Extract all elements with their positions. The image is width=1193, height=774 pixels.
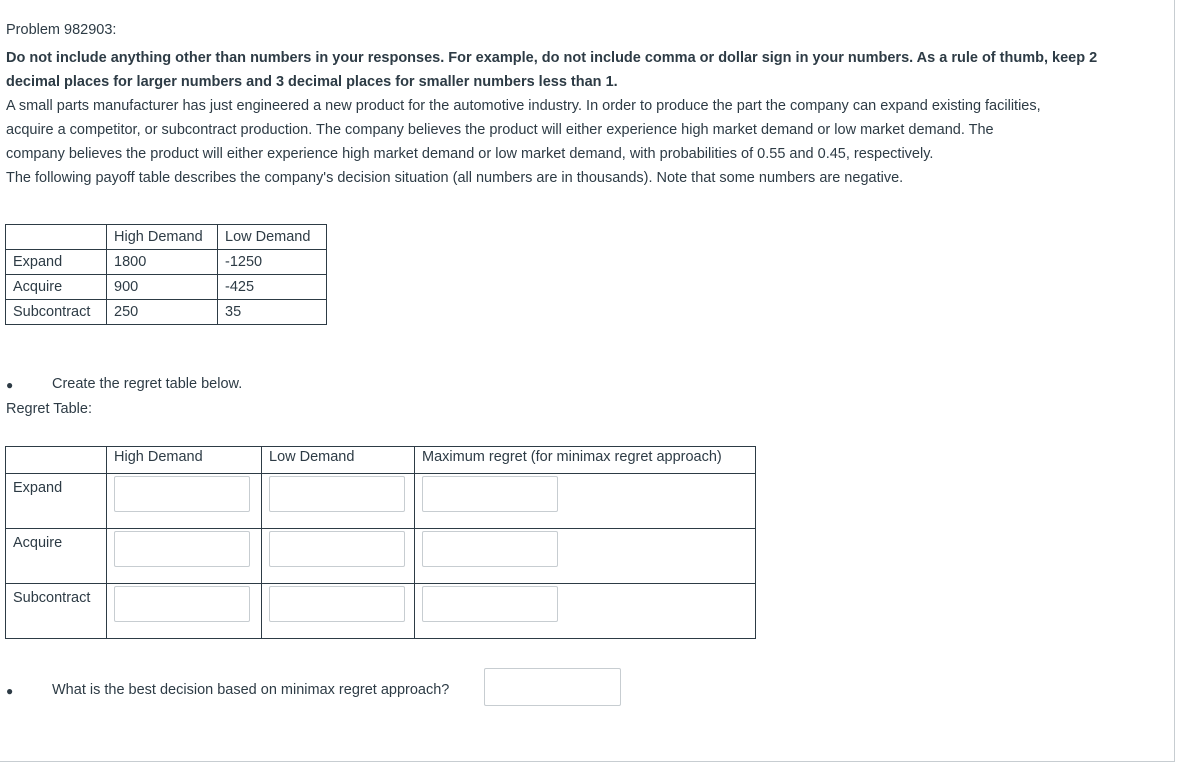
regret-cell xyxy=(262,584,415,639)
description-line: A small parts manufacturer has just engineered a new product for the automotive industry. In order to produce the part the company can expand existing facilities, xyxy=(6,98,1041,114)
regret-row xyxy=(6,474,756,529)
regret-header-cell: Maximum regret (for minimax regret approach) xyxy=(415,447,756,474)
payoff-row-label: Expand xyxy=(6,250,107,275)
payoff-cell: -425 xyxy=(218,275,327,300)
regret-row-label: Expand xyxy=(6,474,107,529)
payoff-cell: 900 xyxy=(107,275,218,300)
acquire-max-regret-input[interactable] xyxy=(422,531,558,567)
subcontract-max-regret-input[interactable] xyxy=(422,586,558,622)
regret-table xyxy=(5,446,756,639)
regret-cell xyxy=(107,474,262,529)
payoff-row xyxy=(6,250,327,275)
payoff-row-label: Subcontract xyxy=(6,300,107,325)
instructions-line: decimal places for larger numbers and 3 decimal places for smaller numbers less than 1. xyxy=(6,74,618,90)
description-line: The following payoff table describes the company's decision situation (all numbers are in thousands). Note that some numbers are negative. xyxy=(6,170,904,186)
payoff-header-row xyxy=(6,225,327,250)
regret-instruction: Create the regret table below. xyxy=(52,376,243,392)
payoff-table xyxy=(5,224,327,325)
bullet-icon: ● xyxy=(6,378,14,392)
best-decision-input[interactable] xyxy=(484,668,621,706)
payoff-cell: 1800 xyxy=(107,250,218,275)
instructions xyxy=(6,46,1146,94)
best-decision-question: What is the best decision based on minimax regret approach? xyxy=(52,682,450,698)
regret-header-cell xyxy=(6,447,107,474)
regret-cell xyxy=(107,584,262,639)
expand-high-regret-input[interactable] xyxy=(114,476,250,512)
payoff-cell: -1250 xyxy=(218,250,327,275)
regret-row-label: Acquire xyxy=(6,529,107,584)
subcontract-low-regret-input[interactable] xyxy=(269,586,405,622)
regret-header-cell: Low Demand xyxy=(262,447,415,474)
subcontract-high-regret-input[interactable] xyxy=(114,586,250,622)
regret-cell xyxy=(107,529,262,584)
regret-cell xyxy=(262,529,415,584)
payoff-cell: 250 xyxy=(107,300,218,325)
problem-title: Problem 982903: xyxy=(6,22,117,38)
payoff-row-label: Acquire xyxy=(6,275,107,300)
acquire-low-regret-input[interactable] xyxy=(269,531,405,567)
regret-header-row xyxy=(6,447,756,474)
payoff-row xyxy=(6,275,327,300)
regret-cell xyxy=(415,474,756,529)
description-line: company believes the product will either experience high market demand or low market demand, with probabilities of 0.55 and 0.45, respectively. xyxy=(6,146,934,162)
acquire-high-regret-input[interactable] xyxy=(114,531,250,567)
regret-row xyxy=(6,584,756,639)
regret-cell xyxy=(415,584,756,639)
problem-description xyxy=(6,94,1156,190)
payoff-header-cell xyxy=(6,225,107,250)
bullet-icon: ● xyxy=(6,684,14,698)
payoff-header-cell: High Demand xyxy=(107,225,218,250)
regret-row-label: Subcontract xyxy=(6,584,107,639)
expand-max-regret-input[interactable] xyxy=(422,476,558,512)
expand-low-regret-input[interactable] xyxy=(269,476,405,512)
regret-header-cell: High Demand xyxy=(107,447,262,474)
payoff-header-cell: Low Demand xyxy=(218,225,327,250)
instructions-line: Do not include anything other than numbers in your responses. For example, do not include comma or dollar sign in your numbers. As a rule of thumb, keep 2 xyxy=(6,50,1098,66)
regret-row xyxy=(6,529,756,584)
regret-cell xyxy=(262,474,415,529)
regret-table-label: Regret Table: xyxy=(6,401,92,417)
payoff-cell: 35 xyxy=(218,300,327,325)
description-line: acquire a competitor, or subcontract production. The company believes the product will either experience high market demand or low market demand. The xyxy=(6,122,994,138)
regret-cell xyxy=(415,529,756,584)
payoff-row xyxy=(6,300,327,325)
